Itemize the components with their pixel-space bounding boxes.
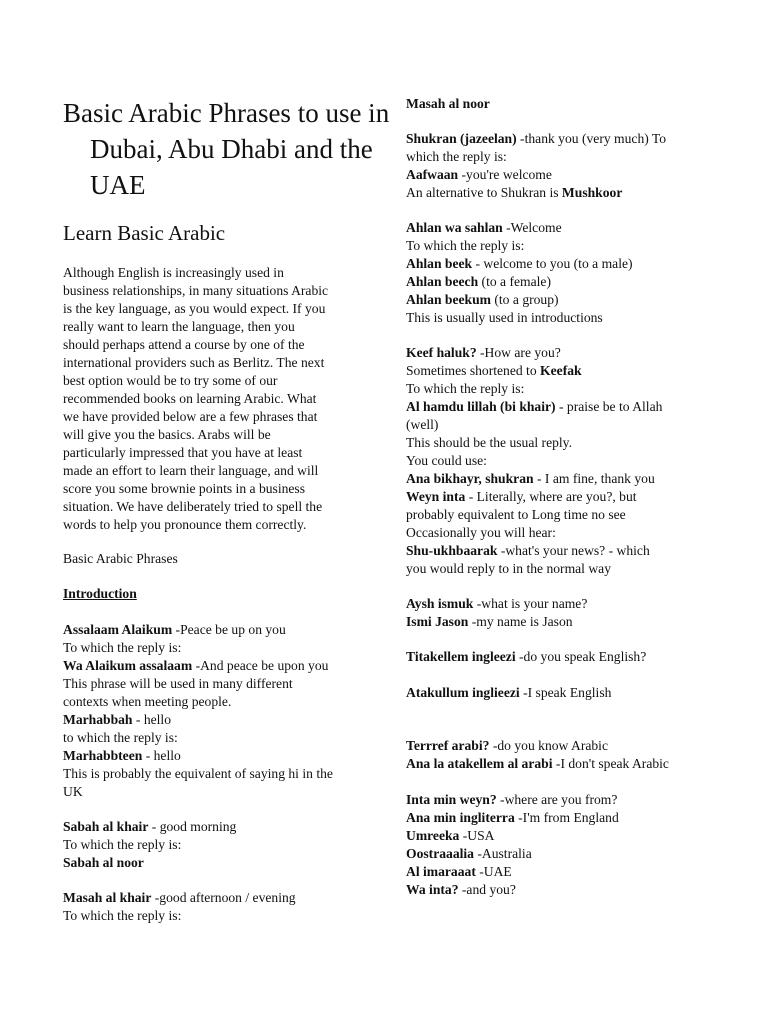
arabic-phrase: Ana min ingliterra	[406, 810, 515, 825]
arabic-phrase: Ana la atakellem al arabi	[406, 756, 553, 771]
text-run: - hello	[142, 748, 181, 763]
text-run: Basic Arabic Phrases	[63, 551, 178, 566]
arabic-phrase: Ahlan beekum	[406, 292, 491, 307]
text-run: - I am fine, thank you	[533, 471, 655, 486]
text-line	[63, 657, 328, 675]
text-line	[406, 362, 582, 380]
text-run: -UAE	[475, 864, 512, 879]
arabic-phrase: Marhabbteen	[63, 748, 143, 763]
arabic-phrase: Atakullum inglieezi	[406, 685, 520, 700]
text-run: recommended books on learning Arabic. What	[63, 391, 317, 406]
text-line	[63, 462, 318, 480]
text-line	[406, 470, 655, 488]
text-run: -I don't speak Arabic	[552, 756, 669, 771]
text-line	[63, 264, 284, 282]
text-line	[406, 755, 669, 773]
text-run: -where are you from?	[496, 792, 618, 807]
text-line	[406, 237, 524, 255]
arabic-phrase: Ismi Jason	[406, 614, 469, 629]
text-line	[406, 809, 619, 827]
arabic-phrase: Aafwaan	[406, 167, 459, 182]
text-line	[406, 452, 487, 470]
text-line	[406, 737, 608, 755]
text-run: international providers such as Berlitz. The next	[63, 355, 325, 370]
arabic-phrase: Oostraaalia	[406, 846, 474, 861]
text-run: This should be the usual reply.	[406, 435, 572, 450]
text-line	[406, 416, 438, 434]
text-run: score you some brownie points in a business	[63, 481, 306, 496]
text-run: should perhaps attend a course by one of the	[63, 337, 305, 352]
text-line	[63, 621, 286, 639]
arabic-phrase: Ahlan wa sahlan	[406, 220, 503, 235]
text-line	[63, 354, 324, 372]
arabic-phrase: Al imaraaat	[406, 864, 476, 879]
text-run: business relationships, in many situations Arabic	[63, 283, 329, 298]
arabic-phrase: Ahlan beech	[406, 274, 479, 289]
text-run: -Welcome	[502, 220, 562, 235]
text-run: An alternative to Shukran is	[406, 185, 562, 200]
text-run: - good morning	[148, 819, 237, 834]
arabic-phrase: Ahlan beek	[406, 256, 473, 271]
text-run: you would reply to in the normal way	[406, 561, 612, 576]
arabic-phrase: Marhabbah	[63, 712, 133, 727]
text-run: To which the reply is:	[406, 381, 525, 396]
arabic-phrase: Titakellem ingleezi	[406, 649, 516, 664]
text-run: really want to learn the language, then you	[63, 319, 295, 334]
text-line	[63, 836, 181, 854]
text-run: Although English is increasingly used in	[63, 265, 284, 280]
text-run: -do you know Arabic	[489, 738, 608, 753]
text-line	[406, 148, 507, 166]
text-line	[63, 372, 277, 390]
text-line	[406, 273, 551, 291]
text-line	[406, 845, 532, 863]
text-run: -And peace be upon you	[192, 658, 329, 673]
text-run: -good afternoon / evening	[151, 890, 296, 905]
text-line	[63, 390, 316, 408]
text-line	[406, 791, 617, 809]
text-run: -USA	[459, 828, 495, 843]
arabic-phrase: Wa Alaikum assalaam	[63, 658, 193, 673]
text-line	[63, 426, 271, 444]
text-line	[63, 783, 83, 801]
text-line	[63, 516, 306, 534]
arabic-phrase: Sabah al noor	[63, 855, 144, 870]
text-run: - praise be to Allah	[555, 399, 663, 414]
text-line	[406, 398, 662, 416]
text-line	[63, 854, 144, 872]
text-run: To which the reply is:	[63, 837, 182, 852]
text-run: -and you?	[458, 882, 516, 897]
text-run: -what is your name?	[473, 596, 588, 611]
arabic-phrase: Keefak	[540, 363, 582, 378]
text-line	[406, 291, 559, 309]
text-line	[63, 711, 171, 729]
arabic-phrase: Terrref arabi?	[406, 738, 490, 753]
text-run: This phrase will be used in many different	[63, 676, 293, 691]
text-run: words to help you pronounce them correctly.	[63, 517, 307, 532]
text-line	[63, 765, 333, 783]
text-run: (to a female)	[478, 274, 551, 289]
arabic-phrase: Inta min weyn?	[406, 792, 497, 807]
text-line	[406, 524, 556, 542]
section-label: Introduction	[63, 586, 137, 601]
text-line	[406, 595, 587, 613]
text-line	[63, 907, 181, 925]
text-line	[63, 729, 178, 747]
arabic-phrase: Assalaam Alaikum	[63, 622, 173, 637]
text-run: This is usually used in introductions	[406, 310, 603, 325]
text-run: -do you speak English?	[515, 649, 647, 664]
text-line	[63, 889, 296, 907]
arabic-phrase: Masah al khair	[63, 890, 152, 905]
arabic-phrase: Keef haluk?	[406, 345, 477, 360]
text-run: -Australia	[473, 846, 532, 861]
text-run: -what's your news? - which	[497, 543, 650, 558]
text-line	[63, 318, 295, 336]
text-line	[406, 255, 633, 273]
text-line	[406, 380, 524, 398]
text-line	[406, 827, 494, 845]
text-line	[406, 344, 561, 362]
arabic-phrase: Ana bikhayr, shukran	[406, 471, 534, 486]
text-run: To which the reply is:	[63, 640, 182, 655]
text-run: - welcome to you (to a male)	[472, 256, 633, 271]
arabic-phrase: Mushkoor	[561, 185, 623, 200]
text-run: made an effort to learn their language, and will	[63, 463, 319, 478]
arabic-phrase: Shukran (jazeelan)	[406, 131, 517, 146]
text-run: -I speak English	[519, 685, 612, 700]
text-run: probably equivalent to Long time no see	[406, 507, 626, 522]
text-line	[406, 166, 552, 184]
text-line	[63, 408, 317, 426]
text-line	[406, 219, 562, 237]
text-run: -How are you?	[476, 345, 561, 360]
text-run: To which the reply is:	[406, 238, 525, 253]
text-line	[63, 336, 305, 354]
text-run: - Literally, where are you?, but	[465, 489, 637, 504]
text-run: -you're welcome	[458, 167, 552, 182]
text-run: -Peace be up on you	[172, 622, 286, 637]
text-line	[63, 818, 236, 836]
text-run: To which the reply is:	[63, 908, 182, 923]
text-line	[406, 648, 646, 666]
text-run: we have provided below are a few phrases that	[63, 409, 318, 424]
text-run: to which the reply is:	[63, 730, 178, 745]
text-run: best option would be to try some of our	[63, 373, 278, 388]
text-line	[406, 184, 622, 202]
text-line	[63, 693, 231, 711]
text-line	[406, 684, 611, 702]
text-run: -my name is Jason	[468, 614, 573, 629]
text-line	[406, 881, 516, 899]
text-run: This is probably the equivalent of saying hi in the	[63, 766, 333, 781]
text-line	[406, 542, 650, 560]
text-run: UK	[63, 784, 83, 799]
section-heading: Learn Basic Arabic	[63, 221, 226, 245]
text-run: contexts when meeting people.	[63, 694, 232, 709]
text-line	[406, 95, 490, 113]
text-run: (to a group)	[490, 292, 559, 307]
text-run: is the key language, as you would expect. If you	[63, 301, 326, 316]
text-line	[63, 550, 178, 568]
text-run: -I'm from England	[514, 810, 619, 825]
text-line	[63, 639, 181, 657]
arabic-phrase: Aysh ismuk	[406, 596, 474, 611]
text-line	[406, 560, 611, 578]
text-line	[63, 585, 137, 603]
text-line	[63, 282, 328, 300]
arabic-phrase: Shu-ukhbaarak	[406, 543, 498, 558]
text-line	[63, 498, 322, 516]
text-run: Occasionally you will hear:	[406, 525, 556, 540]
text-run: (well)	[406, 417, 439, 432]
text-line	[406, 488, 637, 506]
text-run: particularly impressed that you have at least	[63, 445, 303, 460]
arabic-phrase: Weyn inta	[406, 489, 466, 504]
page-title: Basic Arabic Phrases to use in Dubai, Abu Dhabi and the UAE	[63, 98, 390, 200]
text-line	[406, 434, 572, 452]
text-run: - hello	[132, 712, 172, 727]
text-line	[63, 444, 302, 462]
arabic-phrase: Wa inta?	[406, 882, 459, 897]
text-run: which the reply is:	[406, 149, 507, 164]
text-line	[406, 613, 573, 631]
text-line	[406, 130, 666, 148]
text-run: situation. We have deliberately tried to spell the	[63, 499, 323, 514]
text-line	[63, 480, 305, 498]
text-line	[406, 863, 512, 881]
text-run: -thank you (very much) To	[516, 131, 667, 146]
text-line	[406, 506, 626, 524]
text-line	[406, 309, 603, 327]
arabic-phrase: Umreeka	[406, 828, 460, 843]
arabic-phrase: Sabah al khair	[63, 819, 149, 834]
text-run: You could use:	[406, 453, 487, 468]
arabic-phrase: Al hamdu lillah (bi khair)	[406, 399, 556, 414]
text-run: will give you the basics. Arabs will be	[63, 427, 271, 442]
text-run: Sometimes shortened to	[406, 363, 541, 378]
text-line	[63, 675, 293, 693]
text-line	[63, 747, 181, 765]
arabic-phrase: Masah al noor	[406, 96, 490, 111]
text-line	[63, 300, 325, 318]
